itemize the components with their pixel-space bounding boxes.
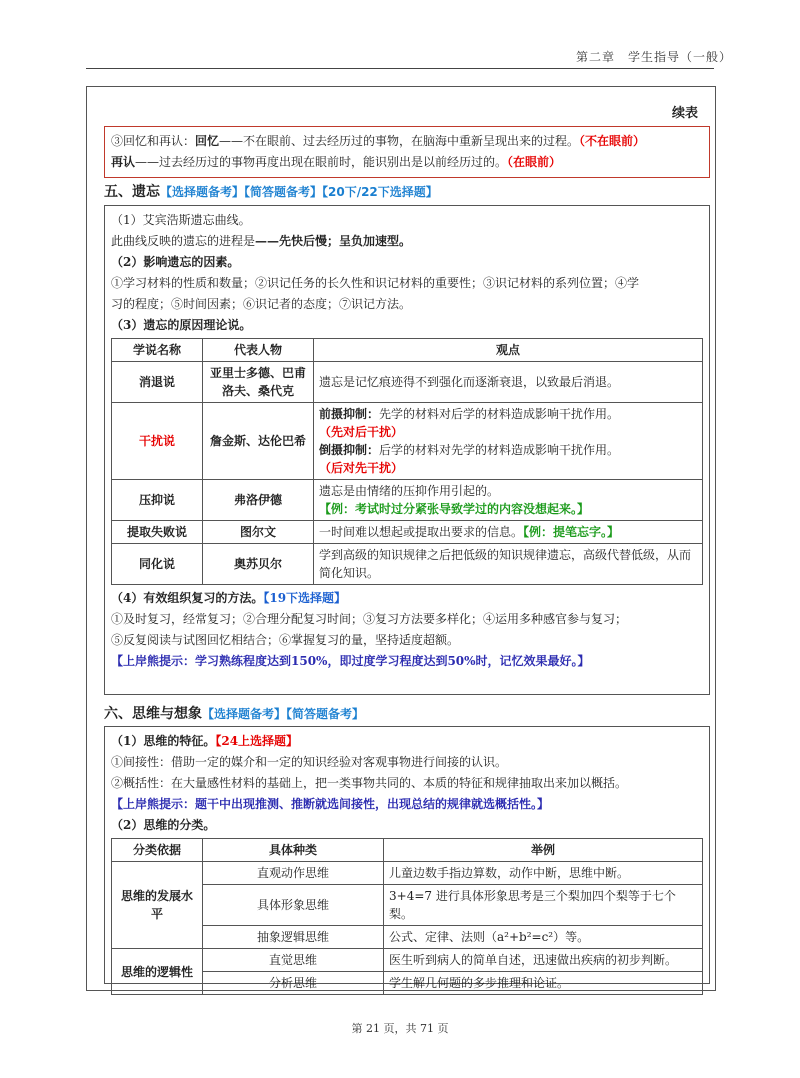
- theory-person: 弗洛伊德: [203, 480, 314, 521]
- text: 先学的材料对后学的材料造成影响干扰作用。: [379, 407, 620, 421]
- tip: 【上岸熊提示：题干中出现推测、推断就选间接性，出现总结的规律就选概括性。】: [111, 797, 550, 811]
- kind: 抽象逻辑思维: [203, 926, 384, 949]
- theory-view: [314, 480, 703, 521]
- proactive-inhibition: [319, 405, 697, 441]
- col-header: 具体种类: [203, 839, 384, 862]
- section-6-heading: [104, 703, 364, 723]
- group-label: 思维的发展水平: [112, 862, 203, 949]
- text: 后学的材料对先学的材料造成影响干扰作用。: [379, 443, 620, 457]
- recognition-line: [111, 153, 703, 172]
- section-6-title: 六、思维与想象: [104, 706, 202, 722]
- review-methods-1: ①及时复习，经常复习；②合理分配复习时间；③复习方法要多样化；④运用多种感官参与复习；: [111, 612, 628, 626]
- factors-line-2: 习的程度；⑤时间因素；⑥识记者的态度；⑦识记方法。: [111, 297, 412, 311]
- theory-person: 图尔文: [203, 521, 314, 544]
- kind: 具体形象思维: [203, 885, 384, 926]
- recall-line: [111, 132, 703, 151]
- generality: ②概括性：在大量感性材料的基础上，把一类事物共同的、本质的特征和规律抽取出来加以概括。: [111, 776, 628, 790]
- recall-box: [104, 126, 710, 178]
- kind: 分析思维: [203, 972, 384, 995]
- tag: （后对先干扰）: [319, 461, 404, 475]
- table-row: [112, 544, 703, 585]
- table-row: [112, 362, 703, 403]
- table-row: [112, 403, 703, 480]
- recall-text: ——不在眼前、过去经历过的事物，在脑海中重新呈现出来的过程。: [219, 134, 580, 148]
- term: 倒摄抑制：: [319, 443, 380, 457]
- recognition-tag: （在眼前）: [507, 155, 562, 169]
- recall-tag: （不在眼前）: [579, 134, 646, 148]
- thinking-features-heading: [111, 732, 703, 751]
- theory-view: [314, 403, 703, 480]
- indirectness: ①间接性：借助一定的媒介和一定的知识经验对客观事物进行间接的认识。: [111, 755, 508, 769]
- forgetting-box: [104, 205, 710, 695]
- running-header: 第二章 学生指导（一般）: [575, 50, 732, 64]
- col-header: 观点: [314, 339, 703, 362]
- page-number: 第 21 页，共 71 页: [351, 1022, 449, 1035]
- recognition-text: ——过去经历过的事物再度出现在眼前时，能识别出是以前经历过的。: [135, 155, 508, 169]
- example: 医生听到病人的简单自述，迅速做出疾病的初步判断。: [384, 949, 703, 972]
- section-6-tags: 【选择题备考】【简答题备考】: [202, 707, 365, 721]
- theory-name: 消退说: [112, 362, 203, 403]
- recognition-term: 再认: [111, 155, 136, 169]
- col-header: 举例: [384, 839, 703, 862]
- theory-view: [314, 521, 703, 544]
- col-header: 分类依据: [112, 839, 203, 862]
- review-text: （4）有效组织复习的方法。: [111, 591, 264, 605]
- theory-person: 亚里士多德、巴甫洛夫、桑代克: [203, 362, 314, 403]
- curve-bold: ——先快后慢；呈负加速型。: [255, 234, 412, 248]
- example: 【例：提笔忘字。】: [523, 525, 620, 539]
- heading-text: （1）思维的特征。: [111, 734, 216, 748]
- view-text: 遗忘是由情绪的压抑作用引起的。: [319, 484, 500, 498]
- example: 儿童边数手指边算数，动作中断，思维中断。: [384, 862, 703, 885]
- example: 【例：考试时过分紧张导致学过的内容没想起来。】: [319, 502, 590, 516]
- recall-prefix: ③回忆和再认：: [111, 134, 196, 148]
- table-header-row: [112, 339, 703, 362]
- header-rule: [86, 68, 714, 69]
- review-heading: [111, 589, 703, 608]
- classification-heading: （2）思维的分类。: [111, 818, 216, 832]
- section-5-heading: [104, 181, 438, 201]
- thinking-table: [111, 838, 703, 995]
- continued-label: 续表: [671, 106, 698, 121]
- forgetting-curve-heading: （1）艾宾浩斯遗忘曲线。: [111, 213, 251, 227]
- table-header-row: [112, 839, 703, 862]
- tip: 【上岸熊提示：学习熟练程度达到150%，即过度学习程度达到50%时，记忆效果最好。】: [111, 654, 590, 668]
- kind: 直观动作思维: [203, 862, 384, 885]
- table-row: [112, 521, 703, 544]
- theory-name: 提取失败说: [112, 521, 203, 544]
- group-label: 思维的逻辑性: [112, 949, 203, 995]
- theory-name: 压抑说: [112, 480, 203, 521]
- theory-name: 同化说: [112, 544, 203, 585]
- example: 3+4=7 进行具体形象思考是三个梨加四个梨等于七个梨。: [384, 885, 703, 926]
- retroactive-inhibition: [319, 441, 697, 477]
- example: 公式、定律、法则（a²+b²=c²）等。: [384, 926, 703, 949]
- theory-person: 詹金斯、达伦巴希: [203, 403, 314, 480]
- table-row: [112, 949, 703, 972]
- example: 学生解几何题的多步推理和论证。: [384, 972, 703, 995]
- section-5-tags: 【选择题备考】【简答题备考】【20下/22下选择题】: [160, 185, 438, 199]
- curve-description: [111, 232, 703, 251]
- recall-term: 回忆: [195, 134, 220, 148]
- view-text: 一时间难以想起或提取出要求的信息。: [319, 525, 524, 539]
- kind: 直觉思维: [203, 949, 384, 972]
- theory-view: 学到高级的知识规律之后把低级的知识规律遗忘，高级代替低级，从而简化知识。: [314, 544, 703, 585]
- curve-text: 此曲线反映的遗忘的进程是: [111, 234, 256, 248]
- table-row: [112, 862, 703, 885]
- theories-heading: （3）遗忘的原因理论说。: [111, 318, 252, 332]
- theory-name: 干扰说: [112, 403, 203, 480]
- term: 前摄抑制：: [319, 407, 380, 421]
- factors-heading: （2）影响遗忘的因素。: [111, 255, 240, 269]
- col-header: 学说名称: [112, 339, 203, 362]
- thinking-box: [104, 726, 710, 990]
- review-tag: 【19下选择题】: [263, 591, 347, 605]
- theory-view: 遗忘是记忆痕迹得不到强化而逐渐衰退，以致最后消退。: [314, 362, 703, 403]
- theory-table: [111, 338, 703, 585]
- section-5-title: 五、遗忘: [104, 184, 160, 200]
- factors-line-1: ①学习材料的性质和数量；②识记任务的长久性和识记材料的重要性；③识记材料的系列位置；④学: [111, 276, 640, 290]
- theory-person: 奥苏贝尔: [203, 544, 314, 585]
- review-methods-2: ⑤反复阅读与试图回忆相结合；⑥掌握复习的量，坚持适度超额。: [111, 633, 460, 647]
- col-header: 代表人物: [203, 339, 314, 362]
- tag: （先对后干扰）: [319, 425, 404, 439]
- heading-tag: 【24上选择题】: [215, 734, 299, 748]
- table-row: [112, 480, 703, 521]
